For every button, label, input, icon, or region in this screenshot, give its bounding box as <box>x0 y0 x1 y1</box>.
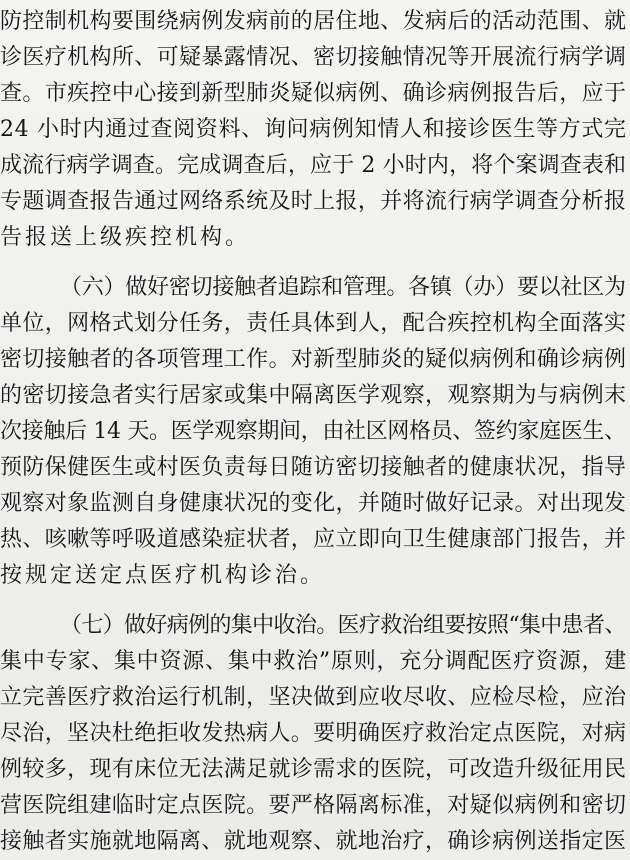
text-line: 成流行病学调查。完成调查后，应于 2 小时内，将个案调查表和 <box>0 153 627 178</box>
section-heading-seven: （七）做好病例的集中收治。医疗救治组要按照“集中患者、 <box>60 613 626 638</box>
text-line: 预防保健医生或村医负责每日随访密切接触者的健康状况，指导 <box>0 455 627 480</box>
text-line: 按规定送定点医疗机构诊治。 <box>0 563 326 588</box>
text-line: 查。市疾控中心接到新型肺炎疑似病例、确诊病例报告后，应于 <box>0 81 627 106</box>
text-line: 专题调查报告通过网络系统及时上报，并将流行病学调查分析报 <box>0 189 627 214</box>
text-line: 次接触后 14 天。医学观察期间，由社区网格员、签约家庭医生、 <box>0 419 626 444</box>
text-line: 密切接触者的各项管理工作。对新型肺炎的疑似病例和确诊病例 <box>0 347 627 372</box>
text-line: 热、咳嗽等呼吸道感染症状者，应立即向卫生健康部门报告，并 <box>0 527 627 552</box>
text-line: 观察对象监测自身健康状况的变化，并随时做好记录。对出现发 <box>0 491 627 516</box>
text-line-overflow: 接触者实施就地隔离、就地观察、就地治疗，确诊病例送指定医 <box>0 829 627 854</box>
text-line: 24 小时内通过查阅资料、询问病例知情人和接诊医生等方式完 <box>0 117 627 142</box>
text-line: 例较多，现有床位无法满足就诊需求的医院，可改造升级征用民 <box>0 757 627 782</box>
text-line: 告报送上级疾控机构。 <box>0 225 251 250</box>
text-line: 立完善医疗救治运行机制，坚决做到应收尽收、应检尽检，应治 <box>0 685 627 710</box>
text-line: 防控制机构要围绕病例发病前的居住地、发病后的活动范围、就 <box>0 9 627 34</box>
text-line: 集中专家、集中资源、集中救治”原则，充分调配医疗资源，建 <box>0 649 628 674</box>
text-line: 营医院组建临时定点医院。要严格隔离标准，对疑似病例和密切 <box>0 793 627 818</box>
section-heading-six: （六）做好密切接触者追踪和管理。各镇（办）要以社区为 <box>60 275 626 300</box>
text-line: 的密切接急者实行居家或集中隔离医学观察，观察期为与病例末 <box>0 383 627 408</box>
text-line: 诊医疗机构所、可疑暴露情况、密切接触情况等开展流行病学调 <box>0 45 627 70</box>
text-line: 尽治，坚决杜绝拒收发热病人。要明确医疗救治定点医院，对病 <box>0 721 627 746</box>
text-line: 单位，网格式划分任务，责任具体到人，配合疾控机构全面落实 <box>0 311 627 336</box>
